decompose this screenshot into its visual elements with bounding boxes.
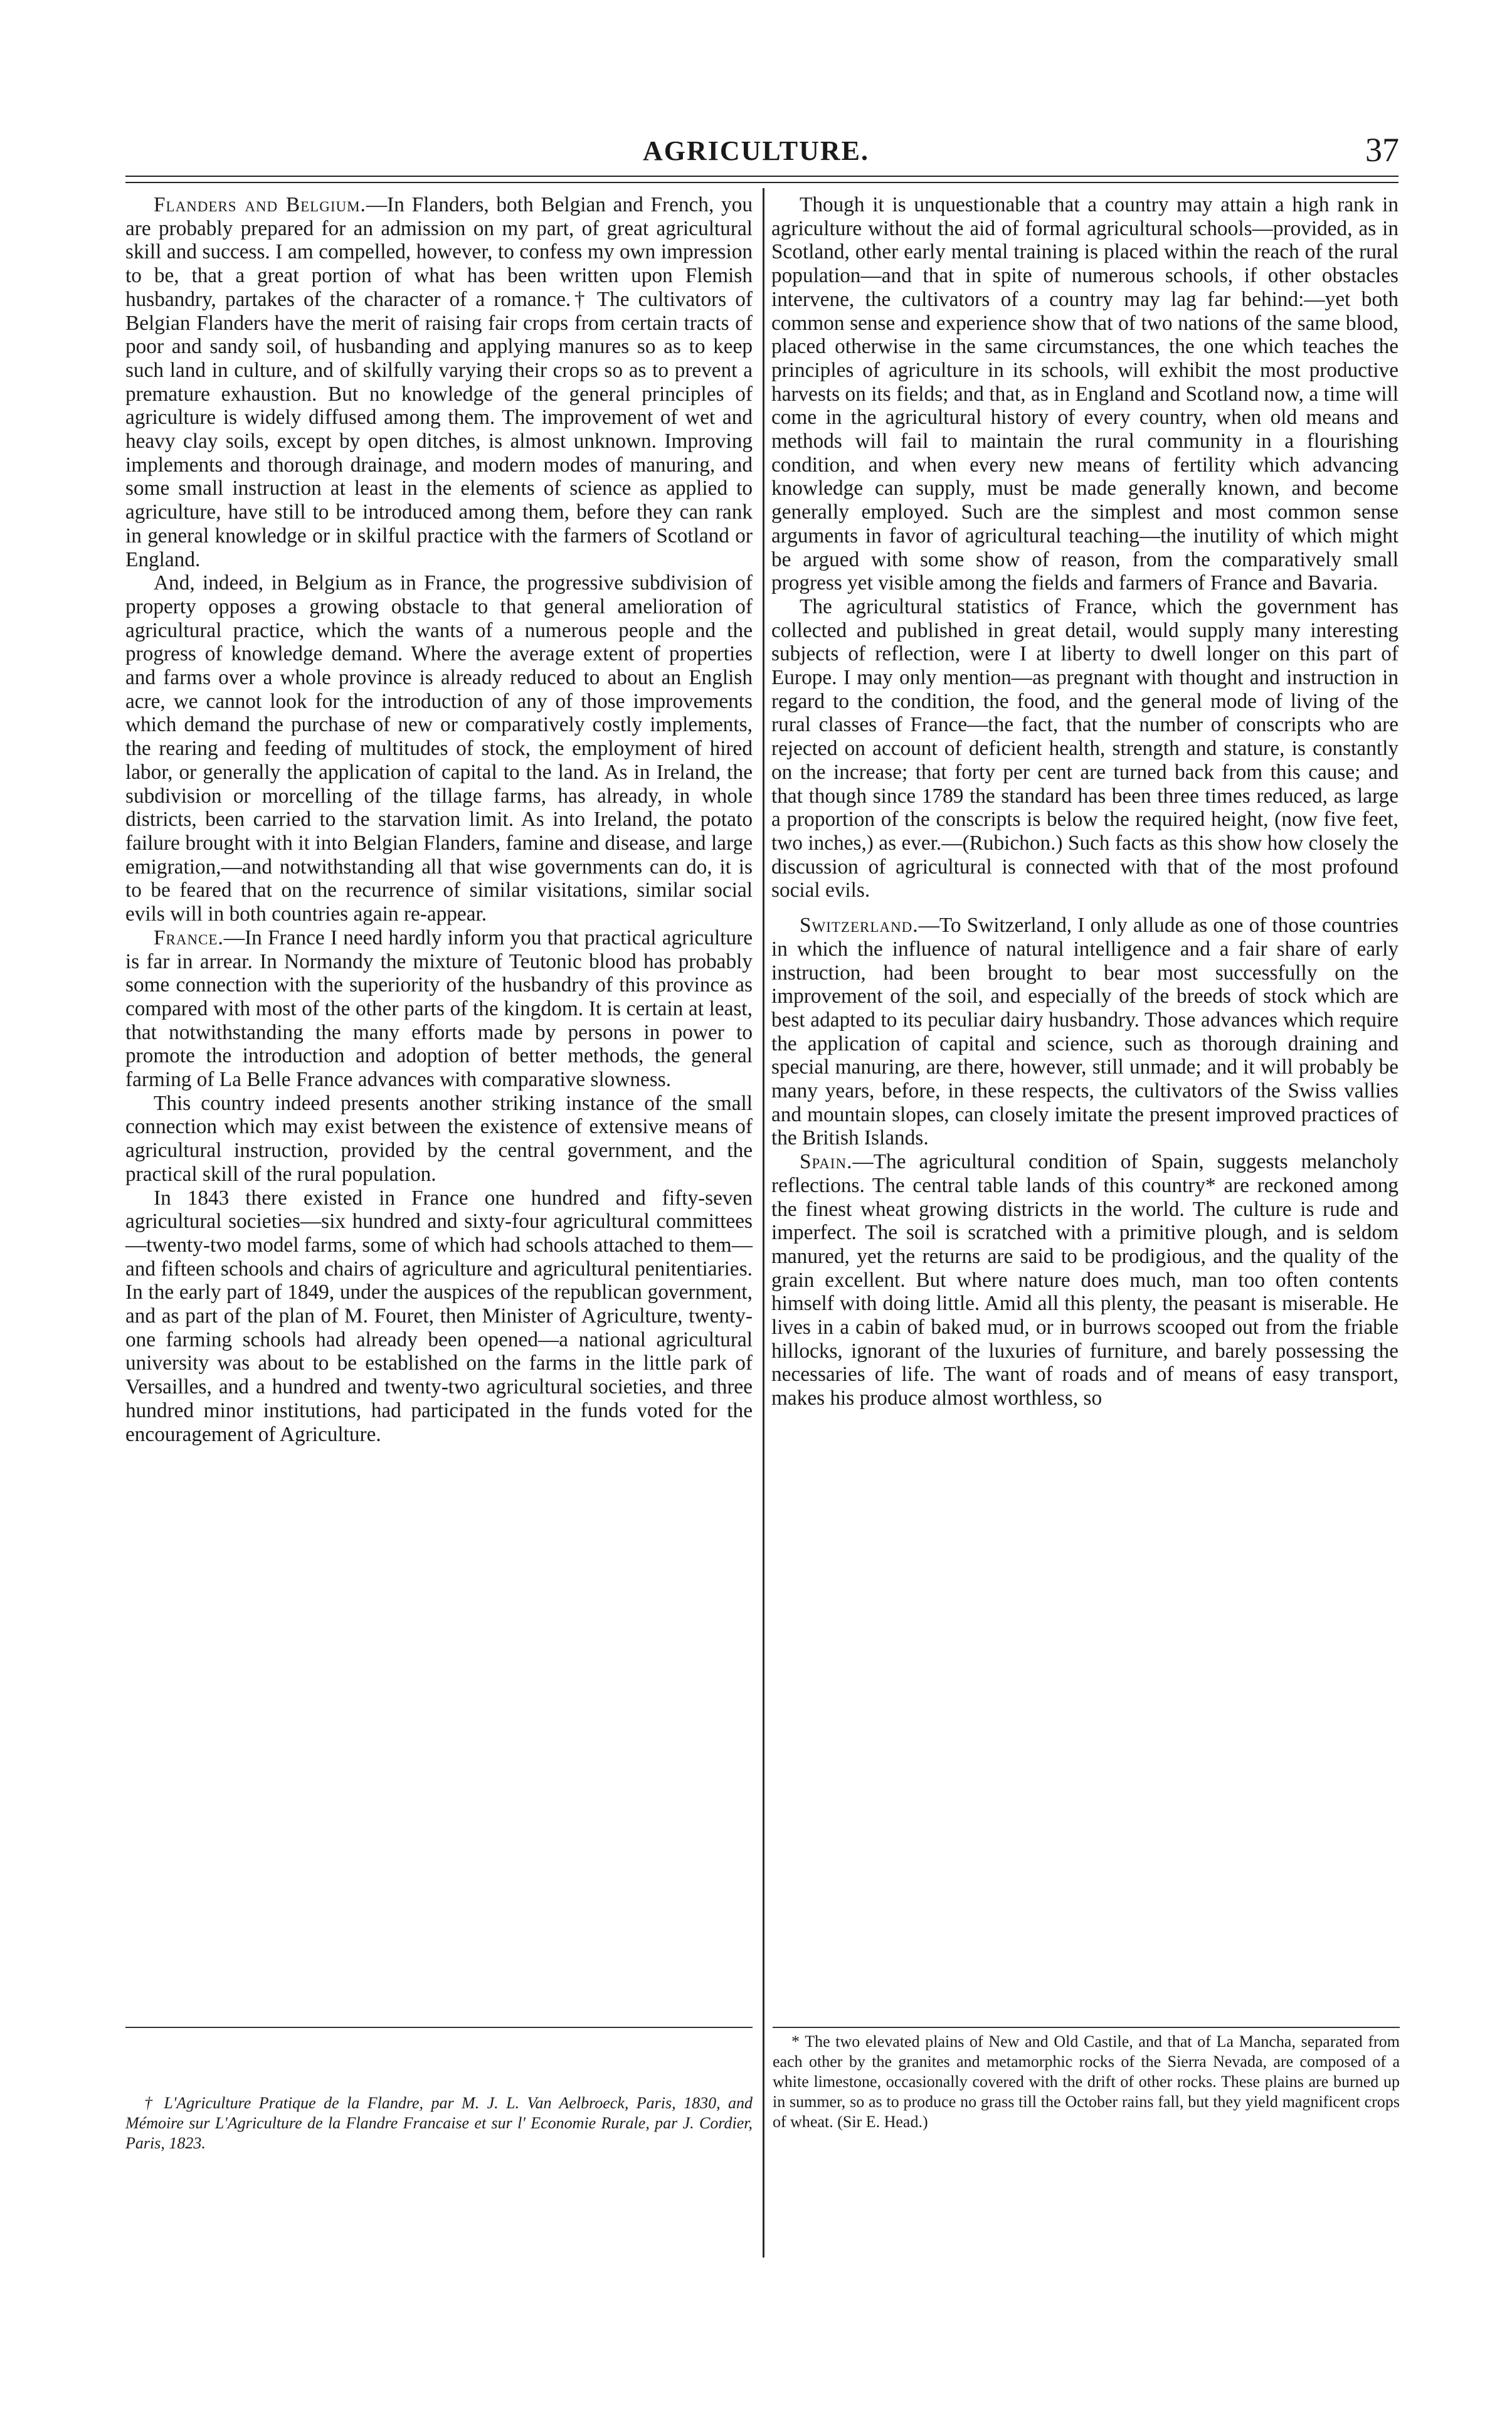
spain-text: —The agricultural condition of Spain, suggests melancholy reflections. The central table lands of this country* are reckoned among the finest wheat growing districts in the world. The culture is rude and imperfect. The soil is scratched with a primitive plough, and is seldom manured, yet the returns are said to be prodigious, and the quality of the grain excellent. But where nature does much, man too often contents himself with doing little. Amid all this plenty, the peasant is miserable. He lives in a cabin of baked mud, or in burrows scooped out from the friable hillocks, ignorant of the luxuries of furniture, and barely possessing the necessaries of life. The want of roads and of means of easy transport, makes his produce almost worthless, so [771, 1150, 1398, 1410]
column-separator [763, 188, 764, 2258]
paragraph-france [125, 926, 753, 1092]
footnote-rule-right [773, 2027, 1400, 2028]
right-column [771, 193, 1398, 1410]
page-number: 37 [1365, 131, 1399, 169]
france-text: —In France I need hardly inform you that practical agriculture is far in arrear. In Normandy the mixture of Teutonic blood has probably some connection with the superiority of the husbandry of this province as compared with most of the other parts of the kingdom. It is certain at least, that notwithstanding the many efforts made by persons in power to promote the introduction and adoption of better methods, the general farming of La Belle France advances with comparative slowness. [125, 926, 753, 1092]
footnote-right-text: * The two elevated plains of New and Old Castile, and that of La Mancha, separated from each other by the granites and metamorphic rocks of the Sierra Nevada, are composed of a white limestone, occasionally covered with the drift of other rocks. These plains are burned up in summer, so as to produce no grass till the October rains fall, but they yield magnificent crops of wheat. (Sir E. Head.) [773, 2032, 1400, 2131]
paragraph-switzerland [771, 914, 1398, 1150]
paragraph-belgium-subdivision: And, indeed, in Belgium as in France, the progressive subdivision of property opposes a growing obstacle to that general amelioration of agricultural practice, which the wants of a numerous people and the progress of knowledge demand. Where the average extent of properties and farms over a whole province is already reduced to about an English acre, we cannot look for the introduction of any of those improvements which demand the purchase of new or comparatively costly implements, the rearing and feeding of multitudes of stock, the employment of hired labor, or generally the application of capital to the land. As in Ireland, the subdivision or morcelling of the tillage farms, has already, in whole districts, been carried to the starvation limit. As into Ireland, the potato failure brought with it into Belgian Flanders, famine and disease, and large emigration,—and notwithstanding all that wise governments can do, it is to be feared that on the recurrence of similar visitations, similar social evils will in both countries again re-appear. [125, 571, 753, 926]
left-column [125, 193, 753, 1446]
paragraph-spain [771, 1150, 1398, 1410]
paragraph-france-1843: In 1843 there existed in France one hundred and fifty-seven agricultural societies—six hundred and sixty-four agricultural committees—twenty-two model farms, some of which had schools attached to them—and fifteen schools and chairs of agriculture and agricultural penitentiaries. In the early part of 1849, under the auspices of the republican government, and as part of the plan of M. Fouret, then Minister of Agriculture, twenty-one farming schools had already been opened—a national agricultural university was about to be established on the farms in the little park of Versailles, and a hundred and twenty-two agricultural societies, and three hundred minor institutions, had participated in the funds voted for the encouragement of Agriculture. [125, 1186, 753, 1446]
footnote-left-text: † L'Agriculture Pratique de la Flandre, par M. J. L. Van Aelbroeck, Paris, 1830, and Mémoire sur L'Agriculture de la Flandre Francaise et sur l' Economie Rurale, par J. Cordier, Paris, 1823. [125, 2094, 753, 2152]
paragraph-agricultural-schools: Though it is unquestionable that a country may attain a high rank in agriculture without the aid of formal agricultural schools—provided, as in Scotland, other early mental training is placed within the reach of the rural population—and that in spite of numerous schools, if other obstacles intervene, the cultivators of a country may lag far behind:—yet both common sense and experience show that of two nations of the same blood, placed otherwise in the same circumstances, the one which teaches the principles of agriculture in its schools, will exhibit the most productive harvests on its fields; and that, as in England and Scotland now, a time will come in the agricultural history of every country, when old means and methods will fail to maintain the rural community in a flourishing condition, and when every new means of fertility which advancing knowledge can supply, must be made generally known, and become generally employed. Such are the simplest and most common sense arguments in favor of agricultural teaching—the inutility of which might be argued with some show of reason, from the comparatively small progress yet visible among the fields and farmers of France and Bavaria. [771, 193, 1398, 595]
footnote-left [125, 2093, 753, 2153]
footnote-rule-left [125, 2027, 753, 2028]
header-rule [125, 176, 1398, 177]
section-heading-france: France. [154, 926, 224, 949]
footnote-right [773, 2032, 1400, 2132]
header-rule-second [125, 182, 1398, 183]
paragraph-france-instruction: This country indeed presents another striking instance of the small connection which may exist between the existence of extensive means of agricultural instruction, provided by the central government, and the practical skill of the rural population. [125, 1091, 753, 1186]
running-title: AGRICULTURE. [642, 135, 869, 166]
flanders-text: —In Flanders, both Belgian and French, you are probably prepared for an admission on my part, of great agricultural skill and success. I am compelled, however, to confess my own impression to be, that a great portion of what has been written upon Flemish husbandry, partakes of the character of a romance.† The cultivators of Belgian Flanders have the merit of raising fair crops from certain tracts of poor and sandy soil, of husbanding and applying manures so as to keep such land in culture, and of skilfully varying their crops so as to prevent a premature exhaustion. But no knowledge of the general principles of agriculture is widely diffused among them. The improvement of wet and heavy clay soils, except by open ditches, is almost unknown. Improving implements and thorough drainage, and modern modes of manuring, and some small instruction at least in the elements of science as applied to agriculture, have still to be introduced among them, before they can rank in general knowledge or in skilful practice with the farmers of Scotland or England. [125, 193, 753, 571]
section-heading-flanders: Flanders and Belgium. [154, 193, 366, 216]
switzerland-text: —To Switzerland, I only allude as one of those countries in which the influence of natural intelligence and a fair share of early instruction, had been brought to bear most successfully on the improvement of the soil, and especially of the breeds of stock which are best adapted to its peculiar dairy husbandry. Those advances which require the application of capital and science, such as thorough draining and special manuring, are there, however, still unmade; and it will probably be many years, before, in these respects, the cultivators of the Swiss vallies and mountain slopes, can closely imitate the present improved practices of the British Islands. [771, 914, 1398, 1150]
paragraph-france-statistics: The agricultural statistics of France, which the government has collected and published in great detail, would supply many interesting subjects of reflection, were I at liberty to dwell longer on this part of Europe. I may only mention—as pregnant with thought and instruction in regard to the condition, the food, and the general mode of living of the rural classes of France—the fact, that the number of conscripts who are rejected on account of deficient health, strength and stature, is constantly on the increase; that forty per cent are turned back from this cause; and that though since 1789 the standard has been three times reduced, as large a proportion of the conscripts is below the required height, (now five feet, two inches,) as ever.—(Rubichon.) Such facts as this show how closely the discussion of agricultural is connected with that of the most profound social evils. [771, 594, 1398, 902]
section-heading-spain: Spain. [800, 1150, 853, 1174]
paragraph-flanders [125, 193, 753, 571]
section-heading-switzerland: Switzerland. [800, 914, 919, 938]
spacer [771, 902, 1398, 914]
